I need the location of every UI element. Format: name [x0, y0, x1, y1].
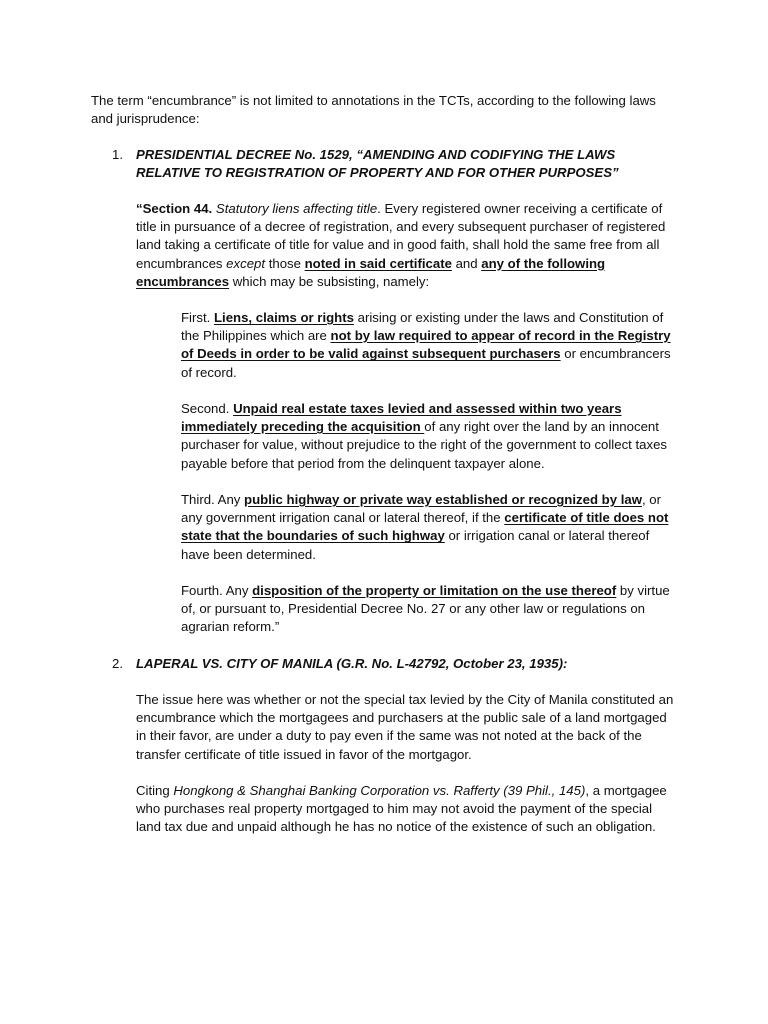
third-encumbrance [181, 491, 681, 564]
citing-lead: Citing [136, 783, 174, 798]
third-underline-1: public highway or private way established or recognized by law [244, 492, 642, 507]
first-text-2: or encumbrancers of record. [181, 346, 671, 380]
intro-paragraph: The term “encumbrance” is not limited to annotations in the TCTs, according to the following laws and jurisprudence: [91, 93, 656, 127]
section-44-title: Statutory liens affecting title [215, 201, 378, 216]
section-44-underline-1: noted in said certificate [304, 255, 452, 271]
second-encumbrance [181, 400, 681, 473]
fourth-lead: Fourth. Any [181, 583, 253, 598]
fourth-underline-1: disposition of the property or limitation on the use thereof [252, 583, 617, 598]
citing-text: , a mortgagee who purchases real property mortgaged to him may not avoid the payment of the special land tax due and unpaid although he has no notice of the existence of such an obligation. [136, 783, 667, 835]
section-44-text-4: which may be subsisting, namely: [229, 273, 430, 289]
second-underline-1: Unpaid real estate taxes levied and assessed within two years immediately preceding the acquisition [181, 401, 622, 435]
item-2-heading: LAPERAL VS. CITY OF MANILA (G.R. No. L-42792, October 23, 1935): [136, 656, 568, 671]
item-1-heading: PRESIDENTIAL DECREE No. 1529, “AMENDING AND CODIFYING THE LAWS RELATIVE TO REGISTRATION OF PROPERTY AND FOR OTHER PURPOSES” [136, 147, 619, 181]
item-1-number: 1. [112, 147, 123, 162]
first-lead: First. [181, 310, 214, 325]
third-text-1: , or any government irrigation canal or lateral thereof, if the [181, 492, 662, 526]
section-44-text-2: those [265, 255, 305, 271]
section-44-paragraph [136, 200, 676, 291]
citing-case-name: Hongkong & Shanghai Banking Corporation vs. Rafferty (39 Phil., 145) [173, 783, 586, 798]
section-44-except: except [226, 255, 266, 271]
section-44-text-1: . Every registered owner receiving a certificate of title in pursuance of a decree of registration, and every subsequent purchaser of registered land taking a certificate of title for value and in good faith, shall hold the same free from all encumbrances [136, 201, 666, 271]
second-text-1: of any right over the land by an innocent purchaser for value, without prejudice to the right of the government to collect taxes payable before that period from the delinquent taxpayer alone. [181, 419, 668, 471]
first-text-1: arising or existing under the laws and Constitution of the Philippines which are [181, 310, 664, 344]
first-encumbrance [181, 309, 681, 382]
second-lead: Second. [181, 401, 234, 416]
section-44-text-3: and [451, 255, 482, 271]
third-text-2: or irrigation canal or lateral thereof have been determined. [181, 528, 650, 562]
section-44-open: “Section 44. [136, 201, 213, 216]
third-underline-2: certificate of title does not state that the boundaries of such highway [181, 510, 669, 544]
first-underline-2: not by law required to appear of record in the Registry of Deeds in order to be valid against subsequent purchasers [181, 328, 671, 362]
fourth-text-1: by virtue of, or pursuant to, Presidential Decree No. 27 or any other law or regulations on agrarian reform.” [181, 583, 670, 635]
third-lead: Third. Any [181, 492, 245, 507]
section-44-underline-2: any of the following encumbrances [136, 255, 606, 289]
item-2-number: 2. [112, 656, 123, 671]
citing-paragraph [136, 782, 676, 837]
laperal-paragraph: The issue here was whether or not the special tax levied by the City of Manila constituted an encumbrance which the mortgagees and purchasers at the public sale of a land mortgaged in their favor, are under a duty to pay even if the same was not noted at the back of the transfer certificate of title issued in favor of the mortgagor. [136, 692, 674, 762]
first-underline-1: Liens, claims or rights [213, 310, 354, 325]
fourth-encumbrance [181, 582, 681, 637]
